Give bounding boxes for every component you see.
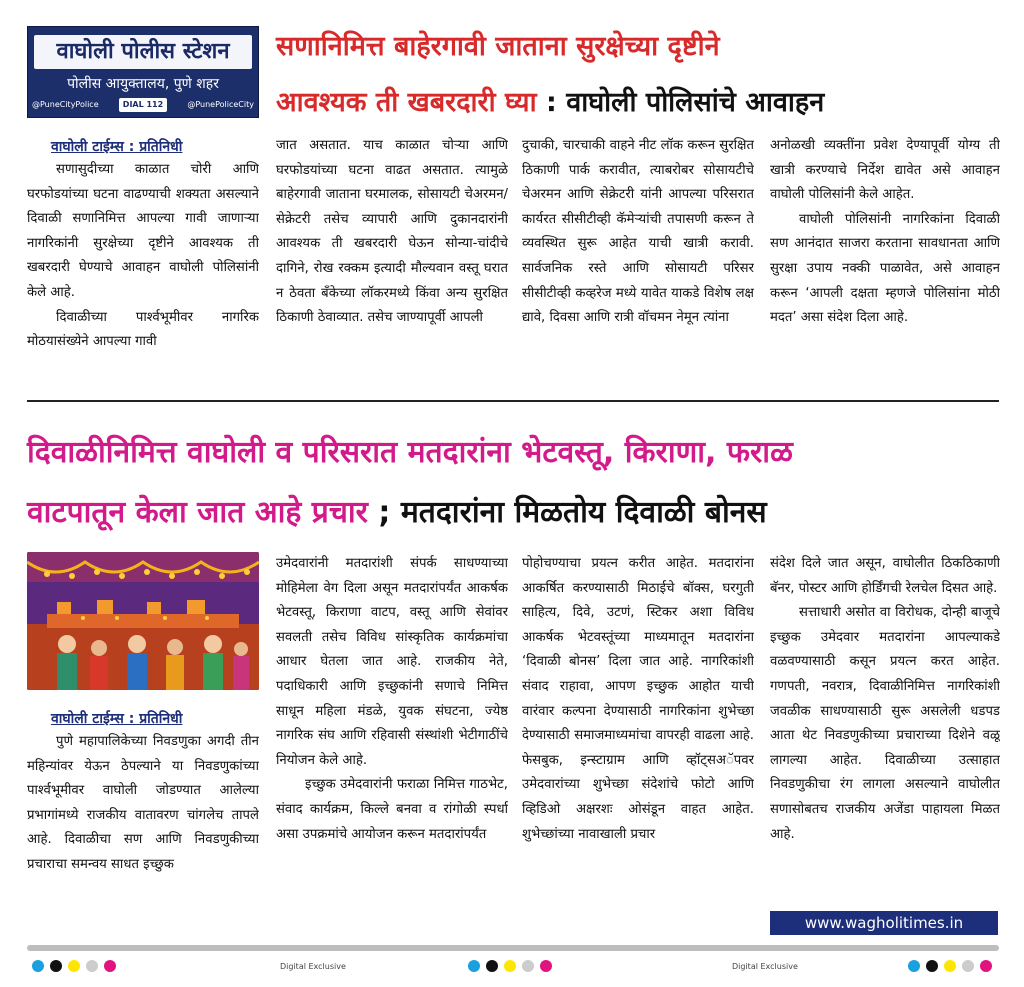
- article1-column-3: [522, 134, 754, 396]
- cyan-dot: [468, 960, 480, 972]
- article2-col4-paragraph2: सत्ताधारी असोत वा विरोधक, दोन्ही बाजूचे इच्छुक उमेदवार मतदारांना आपल्याकडे वळवण्यासाठी कसून प्रयत्न करत आहेत. गणपती, नवरात्र, दिवाळीनिमित्त नागरिकांशी जवळीक साधण्यासाठी सुरू असलेली धडपड आता थेट निवडणुकीच्या प्रचाराच्या दिशेने वळू लागल्या आहेत. दिवाळीच्या उत्साहात निवडणुकीचा रंग लागला असल्याने वाघोलीत सणासोबतच राजकीय अजेंडा पाहायला मिळत आहे.: [770, 605, 1000, 842]
- yellow-dot: [504, 960, 516, 972]
- article1-col2-text: जात असतात. याच काळात चोऱ्या आणि घरफोडयांच्या घटना वाढत असतात. त्यामुळे बाहेरगावी जाताना घरमालक, सोसायटी चेअरमन/सेक्रेटरी तसेच व्यापारी आणि दुकानदारांनी आवश्यक ती खबरदारी घेऊन सोन्या-चांदीचे दागिने, रोख रक्कम इत्यादी मौल्यवान वस्तू घरात न ठेवता बँकेच्या लॉकरमध्ये किंवा अन्य सुरक्षित ठिकाणी ठेवाव्यात. तसेच जाण्यापूर्वी आपली: [276, 138, 508, 326]
- article1-col3-text: दुचाकी, चारचाकी वाहने नीट लॉक करून सुरक्षित ठिकाणी पार्क करावीत, त्याबरोबर सोसायटीचे चेअरमन आणि सेक्रेटरी यांनी आपल्या परिसरात कार्यरत सीसीटीव्ही कॅमेऱ्यांची तपासणी करून ते व्यवस्थित सुरू आहेत याची खात्री करावी. सार्वजनिक रस्ते आणि सोसायटी परिसर सीसीटीव्ही कव्हरेज मध्ये यावेत याकडे विशेष लक्ष द्यावे, दिवसा आणि रात्री वॉचमन नेमून त्यांना: [522, 138, 754, 326]
- article1-col1-paragraph2: दिवाळीच्या पार्श्वभूमीवर नागरिक मोठयासंख्येने आपल्या गावी: [27, 309, 259, 350]
- article1-headline-separator: :: [536, 87, 567, 118]
- article2-column-1: [27, 708, 259, 940]
- footer-bar: [27, 945, 999, 951]
- article1-col1-paragraph1: सणासुदीच्या काळात चोरी आणि घरफोडयांच्या घटना वाढण्याची शक्यता असल्याने दिवाळी सणानिमित्त आपल्या गावी जाणाऱ्या नागरिकांनी सुरक्षेच्या दृष्टीने आवश्यक ती खबरदारी घेण्याचे आवाहन वाघोली पोलिसांनी केले आहे.: [27, 162, 259, 300]
- article-divider: [27, 400, 999, 402]
- cyan-dot: [908, 960, 920, 972]
- article1-headline-red: आवश्यक ती खबरदारी घ्या: [276, 87, 537, 118]
- diwali-illustration: [27, 552, 259, 690]
- article2-column-4: [770, 552, 1000, 908]
- article1-column-2: [276, 134, 508, 396]
- article2-col1-text: पुणे महापालिकेच्या निवडणुका अगदी तीन महिन्यांवर येऊन ठेपल्याने या निवडणुकांच्या पार्श्वभूमीवर वाघोली जोडण्यात आलेल्या प्रभागांमध्ये राजकीय वातावरण चांगलेच तापले आहे. दिवाळीचा सण आणि निवडणुकीच्या प्रचाराचा समन्वय साधत इच्छुक: [27, 734, 259, 872]
- station-subtitle: पोलीस आयुक्तालय, पुणे शहर: [67, 76, 219, 92]
- black-dot: [50, 960, 62, 972]
- digital-exclusive-label: Digital Exclusive: [280, 962, 346, 971]
- article2-byline: वाघोली टाईम्स : प्रतिनिधी: [51, 711, 183, 727]
- x-handle: @PuneCityPolice: [32, 100, 99, 109]
- article2-headline-magenta: वाटपातून केला जात आहे प्रचार: [27, 495, 368, 530]
- article1-column-1: [27, 136, 259, 394]
- article2-headline-separator: ;: [367, 495, 401, 530]
- cyan-dot: [32, 960, 44, 972]
- yellow-dot: [944, 960, 956, 972]
- article2-headline-line2: [27, 492, 1002, 534]
- station-photo-footer: [32, 98, 254, 112]
- article2-col2-paragraph1: उमेदवारांनी मतदारांशी संपर्क साधण्याच्या मोहिमेला वेग दिला असून मतदारांपर्यंत आकर्षक भेटवस्तू, किराणा वाटप, वस्तू आणि सेवांवर सवलती तसेच विविध सांस्कृतिक कार्यक्रमांचा आधार घेतला जात आहे. राजकीय नेते, पदाधिकारी आणि इच्छुकांनी सणाचे निमित्त साधून महिला मंडळे, युवक संघटना, ज्येष्ठ नागरिक संघ आणि रहिवासी संस्थांशी भेटीगाठींचे नियोजन केले आहे.: [276, 556, 508, 768]
- article1-byline: वाघोली टाईम्स : प्रतिनिधी: [51, 139, 183, 155]
- article2-headline-black: मतदारांना मिळतोय दिवाळी बोनस: [400, 495, 767, 530]
- black-dot: [486, 960, 498, 972]
- article2-column-2: [276, 552, 508, 940]
- police-station-photo: [27, 26, 259, 118]
- magenta-dot: [540, 960, 552, 972]
- article1-col4-paragraph1: अनोळखी व्यक्तींना प्रवेश देण्यापूर्वी योग्य ती खात्री करण्याचे निर्देश द्यावेत असे आवाहन वाघोली पोलिसांनी केले आहेत.: [770, 138, 1000, 203]
- article1-col4-paragraph2: वाघोली पोलिसांनी नागरिकांना दिवाळी सण आनंदात साजरा करताना सावधानता आणि सुरक्षा उपाय नक्की पाळावेत, असे आवाहन करून ‘आपली दक्षता म्हणजे पोलिसांना मोठी मदत’ असा संदेश दिला आहे.: [770, 211, 1000, 326]
- article2-headline-line1: दिवाळीनिमित्त वाघोली व परिसरात मतदारांना भेटवस्तू, किराणा, फराळ: [27, 435, 793, 470]
- article2-column-3: [522, 552, 754, 940]
- article1-column-4: [770, 134, 1000, 396]
- grey-dot: [86, 960, 98, 972]
- diwali-illustration-svg: [27, 552, 259, 690]
- magenta-dot: [104, 960, 116, 972]
- station-name: वाघोली पोलीस स्टेशन: [34, 35, 252, 69]
- magenta-dot: [980, 960, 992, 972]
- article1-headline-line2: [276, 84, 1006, 122]
- black-dot: [926, 960, 938, 972]
- grey-dot: [522, 960, 534, 972]
- yellow-dot: [68, 960, 80, 972]
- grey-dot: [962, 960, 974, 972]
- instagram-handle: @PunePoliceCity: [187, 100, 254, 109]
- article2-col3-text: पोहोचण्याचा प्रयत्न करीत आहेत. मतदारांना आकर्षित करण्यासाठी मिठाईचे बॉक्स, घरगुती साहित्य, दिवे, उटणं, स्टिकर अशा विविध आकर्षक भेटवस्तूंच्या माध्यमातून मतदारांना ‘दिवाळी बोनस’ दिला जात आहे. नागरिकांशी संवाद राहावा, आपण इच्छुक आहोत याची वारंवार कल्पना देण्यासाठी नागरिकांना शुभेच्छा देण्यासाठी समाजमाध्यमांचा वापरही वाढला आहे. फेसबुक, इन्स्टाग्राम आणि व्हॉट्सअॅपवर उमेदवारांच्या शुभेच्छा संदेशांचे फोटो आणि व्हिडिओ अक्षरशः ओसंडून वाहत आहेत. शुभेच्छांच्या नावाखाली प्रचार: [522, 556, 754, 842]
- article1-headline-black: वाघोली पोलिसांचे आवाहन: [566, 87, 825, 118]
- article2-col2-paragraph2: इच्छुक उमेदवारांनी फराळा निमित्त गाठभेट, संवाद कार्यक्रम, किल्ले बनवा व रांगोळी स्पर्धा असा उपक्रमांचे आयोजन करून मतदारांपर्यंत: [276, 777, 508, 842]
- website-banner: www.wagholitimes.in: [770, 911, 998, 935]
- dial-badge: DIAL 112: [119, 98, 167, 112]
- article1-headline-line1: सणानिमित्त बाहेरगावी जाताना सुरक्षेच्या दृष्टीने: [276, 31, 720, 62]
- article2-col4-paragraph1: संदेश दिले जात असून, वाघोलीत ठिकठिकाणी बॅनर, पोस्टर आणि होर्डिंगची रेलचेल दिसत आहे.: [770, 556, 1000, 596]
- digital-exclusive-label: Digital Exclusive: [732, 962, 798, 971]
